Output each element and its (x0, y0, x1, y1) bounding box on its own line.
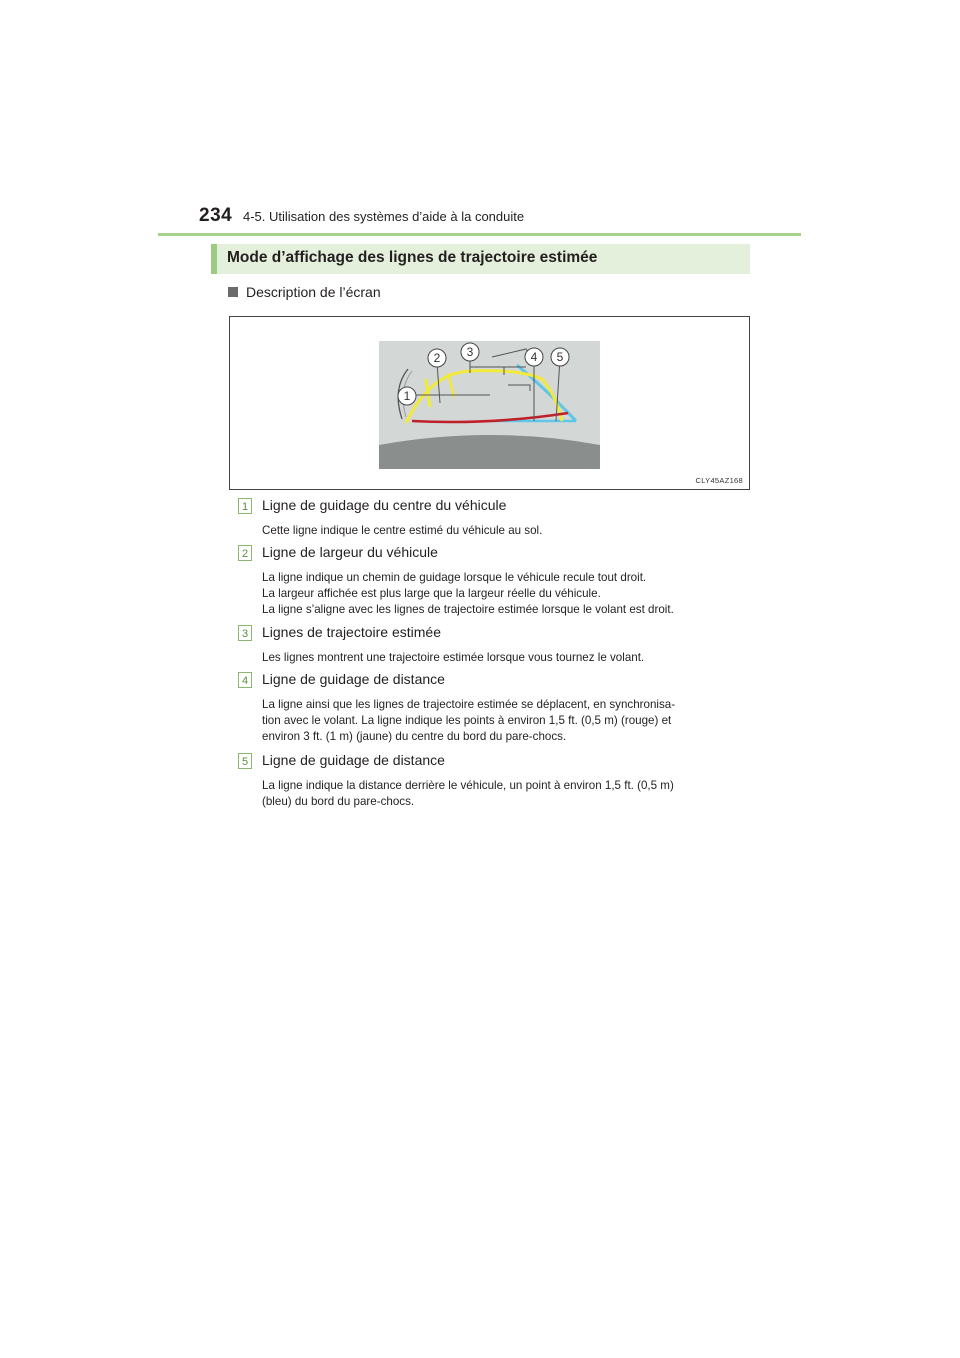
subsection-title: Description de l’écran (246, 284, 381, 300)
item-title: Ligne de guidage de distance (262, 752, 445, 768)
description-line: La ligne s’aligne avec les lignes de trajectoire estimée lorsque le volant est droit. (262, 603, 674, 616)
subsection-heading (228, 284, 381, 300)
item-number-badge: 2 (238, 545, 252, 561)
page-number: 234 (199, 205, 233, 226)
item-title: Ligne de largeur du véhicule (262, 544, 438, 560)
callout-number-3: 3 (466, 345, 474, 359)
callout-number-4: 4 (530, 350, 538, 364)
item-description (262, 523, 746, 539)
description-line: La ligne indique la distance derrière le véhicule, un point à environ 1,5 ft. (0,5 m) (262, 779, 674, 792)
description-line: (bleu) du bord du pare-chocs. (262, 795, 415, 808)
item-number-badge: 3 (238, 625, 252, 641)
item-description (262, 650, 746, 666)
bumper-area (379, 435, 600, 469)
figure-code: CLY45AZ168 (695, 476, 743, 485)
description-line: La ligne indique un chemin de guidage lorsque le véhicule recule tout droit. (262, 571, 647, 584)
callout-number-5: 5 (556, 350, 564, 364)
description-line: environ 3 ft. (1 m) (jaune) du centre du bord du pare-chocs. (262, 730, 567, 743)
chapter-title: 4-5. Utilisation des systèmes d’aide à la conduite (243, 209, 525, 224)
item-title: Ligne de guidage du centre du véhicule (262, 497, 507, 513)
item-title: Ligne de guidage de distance (262, 671, 445, 687)
description-line: Les lignes montrent une trajectoire estimée lorsque vous tournez le volant. (262, 651, 645, 664)
item-number-badge: 1 (238, 498, 252, 514)
item-description (262, 697, 746, 745)
item-number-badge: 5 (238, 753, 252, 769)
rear-camera-figure (229, 316, 750, 490)
description-line: La ligne ainsi que les lignes de trajectoire estimée se déplacent, en synchronisa- (262, 698, 676, 711)
page-header (199, 205, 759, 231)
item-description (262, 778, 746, 810)
item-description (262, 570, 746, 618)
camera-screen-illustration (230, 317, 749, 489)
description-line: Cette ligne indique le centre estimé du véhicule au sol. (262, 524, 543, 537)
header-divider (158, 233, 801, 236)
callout-number-2: 2 (433, 351, 441, 365)
section-title: Mode d’affichage des lignes de trajectoire estimée (227, 249, 598, 266)
item-number-badge: 4 (238, 672, 252, 688)
callout-number-1: 1 (403, 389, 411, 403)
item-title: Lignes de trajectoire estimée (262, 624, 441, 640)
section-heading-box (211, 244, 750, 274)
description-line: tion avec le volant. La ligne indique les points à environ 1,5 ft. (0,5 m) (rouge) et (262, 714, 672, 727)
description-line: La largeur affichée est plus large que la largeur réelle du véhicule. (262, 587, 601, 600)
square-bullet-icon (228, 287, 238, 297)
